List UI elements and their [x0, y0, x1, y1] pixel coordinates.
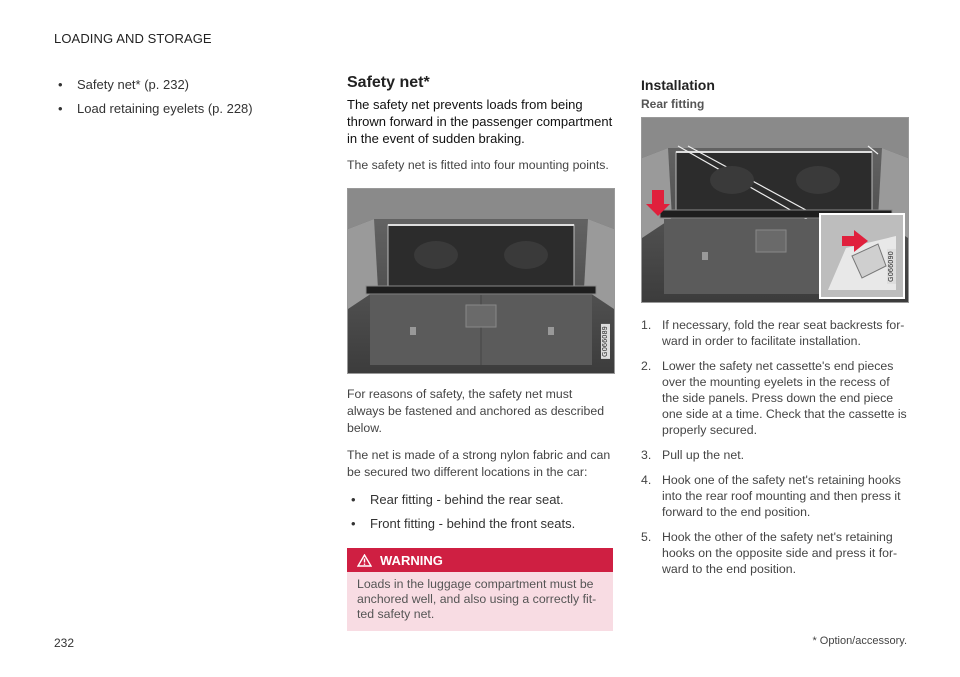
step-number: 3. [641, 448, 652, 462]
step-text: Hook the other of the safety net's retaining hooks on the opposite side and press it for-ward to the end position. [662, 530, 898, 576]
warning-header [347, 548, 613, 572]
step-text: If necessary, fold the rear seat backrests for-ward in order to facilitate installation. [662, 318, 905, 348]
page-title: Safety net* [347, 74, 430, 91]
material-text: The net is made of a strong nylon fabric and can be secured two different locations in the car: [347, 448, 611, 479]
step-text: Hook one of the safety net's retaining hooks into the rear roof mounting and then press it forward to the end position. [662, 473, 901, 519]
installation-title: Installation [641, 77, 715, 93]
step-item [641, 358, 907, 438]
page-number: 232 [54, 636, 75, 650]
step-item [641, 472, 907, 520]
image-code: G066089 [602, 326, 609, 357]
safety-net-section [347, 74, 613, 631]
image-code: G066090 [888, 251, 895, 282]
warning-triangle-icon [357, 554, 372, 567]
step-number: 4. [641, 473, 652, 487]
rear-fitting-illustration [642, 118, 908, 302]
step-item [641, 317, 907, 349]
step-text: Pull up the net. [662, 448, 745, 462]
location-item: • Front fitting - behind the front seats. [347, 515, 613, 532]
step-item [641, 447, 907, 463]
rear-fitting-subtitle: Rear fitting [641, 97, 705, 111]
cargo-area-illustration [348, 189, 614, 373]
step-item [641, 529, 907, 577]
installation-section [641, 74, 907, 586]
step-text: Lower the safety net cassette's end pieces over the mounting eyelets in the recess of the side panels. Press down the end piece one side at a time. Check that the cassette is properly secured. [662, 359, 907, 437]
safety-net-photo [347, 188, 615, 374]
step-number: 2. [641, 359, 652, 373]
lead-text: The safety net prevents loads from being thrown forward in the passenger compartment in the event of sudden braking. [347, 97, 613, 146]
installation-steps [641, 317, 907, 577]
section-title: LOADING AND STORAGE [54, 31, 212, 46]
warning-box [347, 548, 613, 631]
intro-text: The safety net is fitted into four mounting points. [347, 158, 609, 172]
rear-fitting-photo [641, 117, 909, 303]
warning-text: Loads in the luggage compartment must be anchored well, and also using a correctly fit-ted safety net. [347, 572, 613, 631]
related-link[interactable]: • Load retaining eyelets (p. 228) [54, 100, 284, 117]
step-number: 1. [641, 318, 652, 332]
footnote: * Option/accessory. [812, 635, 907, 647]
safety-text: For reasons of safety, the safety net must always be fastened and anchored as described below. [347, 387, 605, 435]
related-link[interactable]: • Safety net* (p. 232) [54, 76, 284, 93]
warning-title: WARNING [380, 552, 443, 568]
step-number: 5. [641, 530, 652, 544]
related-links [54, 76, 284, 124]
location-item: • Rear fitting - behind the rear seat. [347, 491, 613, 508]
